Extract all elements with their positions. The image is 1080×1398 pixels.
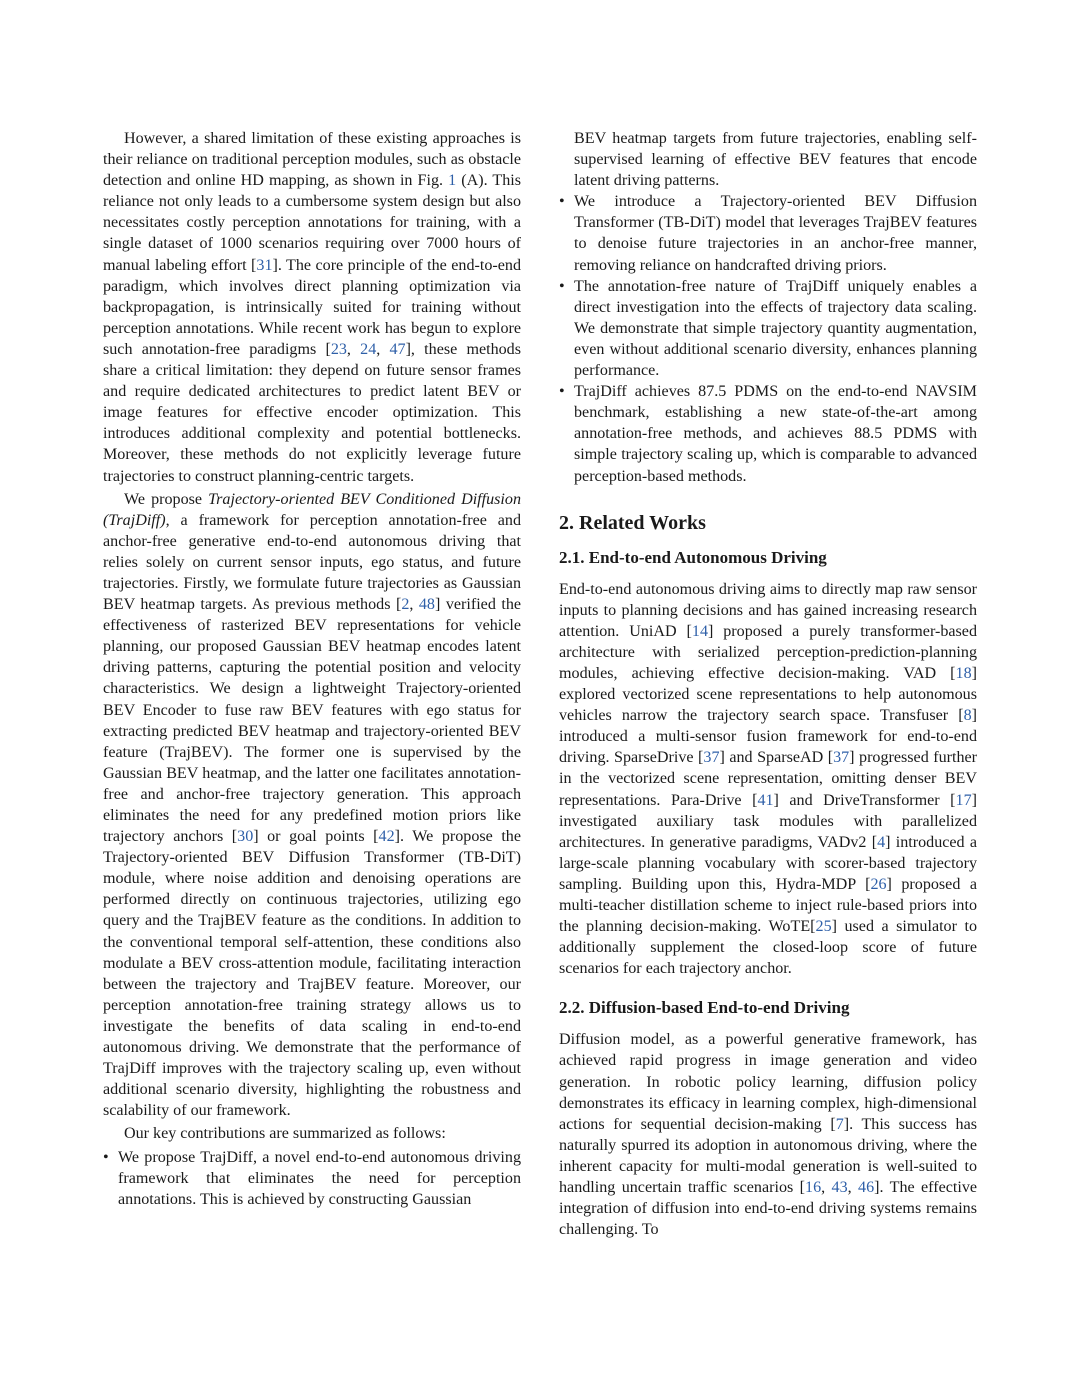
list-item (559, 276, 977, 381)
citation-link[interactable]: 18 (955, 664, 972, 682)
bullet-icon: • (559, 383, 565, 401)
bullet-text: We introduce a Trajectory-oriented BEV Diffusion Transformer (TB-DiT) model that leverages TrajBEV features to denoise future trajectories in an anchor-free manner, removing reliance on handcrafted driving priors. (574, 193, 977, 274)
bullet-icon: • (103, 1148, 109, 1166)
citation-link[interactable]: 4 (877, 833, 886, 851)
citation-link[interactable]: 37 (703, 749, 720, 767)
text-run: Diffusion model, as a powerful generative framework, has achieved rapid progress in image generation and video generation. In robotic policy learning, diffusion policy demonstrates its efficacy in learning complex, high-dimensional actions for sequential decision-making [ (559, 1031, 977, 1133)
list-item (559, 128, 977, 191)
bullet-icon: • (559, 277, 565, 295)
paragraph-e2e-driving (559, 579, 977, 980)
list-item (103, 1147, 521, 1210)
text-run: ] verified the effectiveness of rasterized BEV representations for vehicle planning, our proposed Gaussian BEV heatmap encodes latent driving patterns, capturing the potential position and velocity characteristics. We design a lightweight Trajectory-oriented BEV Encoder to fuse raw BEV features with ego status for extracting predicted BEV heatmap and trajectory-oriented BEV feature (TrajBEV). The former one is supervised by the Gaussian BEV heatmap, and the latter one facilitates annotation-free and anchor-free trajectory generation. This approach eliminates the need for any predefined motion priors like trajectory anchors [ (103, 596, 522, 846)
citation-link[interactable]: 43 (831, 1179, 848, 1197)
paragraph-contributions-intro: Our key contributions are summarized as follows: (124, 1125, 446, 1143)
text-run: ] proposed a multi-teacher distillation scheme to inject rule-based priors into the planning decision-making. WoTE[ (559, 875, 977, 936)
text-run: ] and SparseAD [ (719, 749, 834, 767)
citation-link[interactable]: 1 (448, 172, 457, 190)
citation-link[interactable]: 26 (870, 875, 887, 893)
citation-link[interactable]: 7 (835, 1115, 844, 1133)
text-run: ] introduced a multi-sensor fusion framework for end-to-end driving. SparseDrive [ (559, 707, 977, 767)
text-run: (A). This reliance not only leads to a cumbersome system design but also necessitates costly perception annotations for training, with a single dataset of 1000 scenarios requiring over 7000 hours of manual labeling effort [ (103, 172, 521, 274)
text-run: End-to-end autonomous driving aims to directly map raw sensor inputs to planning decisions and has gained increasing research attention. UniAD [ (559, 580, 977, 640)
section-heading-related-works: 2. Related Works (559, 511, 706, 534)
citation-link[interactable]: 17 (955, 791, 972, 809)
text-run: ] progressed further in the vectorized scene representation, omitting denser BEV representations. Para-Drive [ (559, 749, 978, 809)
left-column (103, 128, 521, 1210)
text-run: ] introduced a large-scale planning vocabulary with scorer-based trajectory sampling. Building upon this, Hydra-MDP [ (559, 833, 977, 893)
text-run: , (409, 596, 419, 614)
bullet-icon: • (559, 193, 565, 211)
text-run: We propose (124, 490, 209, 508)
citation-link[interactable]: 48 (418, 596, 435, 614)
subsection-heading-diffusion: 2.2. Diffusion-based End-to-end Driving (559, 998, 850, 1018)
citation-link[interactable]: 42 (378, 828, 395, 846)
text-run: ] used a simulator to additionally supplement the closed-loop score of future scenarios for each trajectory anchor. (559, 918, 977, 978)
text-run: ] proposed a purely transformer-based architecture with serialized perception-prediction-planning modules, achieving effective decision-making. VAD [ (559, 622, 977, 682)
bullet-text: We propose TrajDiff, a novel end-to-end autonomous driving framework that eliminates the need for perception annotations. This is achieved by constructing Gaussian (118, 1148, 521, 1208)
citation-link[interactable]: 46 (858, 1179, 875, 1197)
paragraph-limitations (103, 128, 521, 487)
text-run: ] investigated auxiliary task modules with parallelized architectures. In generative paradigms, VADv2 [ (559, 791, 977, 851)
text-run: , (376, 340, 390, 358)
citation-link[interactable]: 37 (833, 749, 850, 767)
text-run: ]. The effective integration of diffusion into end-to-end driving systems remains challenging. To (559, 1179, 978, 1239)
text-run: , (847, 1179, 859, 1197)
citation-link[interactable]: 16 (805, 1179, 822, 1197)
text-run: ], these methods share a critical limitation: they depend on future sensor frames and require dedicated architectures to predict latent BEV or image features for effective encoder optimization. This introduces additional complexity and potential bottlenecks. Moreover, these methods do not explicitly leverage future trajectories to construct planning-centric targets. (103, 340, 521, 485)
citation-link[interactable]: 2 (401, 596, 410, 614)
right-column (559, 128, 977, 1240)
bullet-text: TrajDiff achieves 87.5 PDMS on the end-to-end NAVSIM benchmark, establishing a new state-of-the-art among annotation-free methods, and achieves 88.5 PDMS with simple trajectory scaling up, which is comparable to advanced perception-based methods. (574, 383, 977, 485)
paragraph-proposal (103, 489, 521, 1122)
citation-link[interactable]: 23 (330, 340, 347, 358)
citation-link[interactable]: 47 (389, 340, 406, 358)
emphasized-text: Trajectory-oriented BEV Conditioned Diffusion (TrajDiff) (103, 490, 521, 529)
text-run: ] and DriveTransformer [ (773, 791, 956, 809)
citation-link[interactable]: 8 (963, 707, 972, 725)
citation-link[interactable]: 14 (691, 622, 708, 640)
bullet-text: BEV heatmap targets from future trajectories, enabling self-supervised learning of effective BEV features that encode latent driving patterns. (574, 130, 977, 190)
text-run: ]. This success has naturally spurred its adoption in autonomous driving, where the inherent capacity for multi-modal generation is well-suited to handling uncertain traffic scenarios [ (559, 1115, 977, 1197)
citation-link[interactable]: 24 (360, 340, 377, 358)
citation-link[interactable]: 31 (256, 256, 273, 274)
text-run: ] explored vectorized scene representations to help autonomous vehicles narrow the trajectory search space. Transfuser [ (559, 664, 977, 725)
paragraph-diffusion (559, 1029, 977, 1240)
text-run: ]. The core principle of the end-to-end paradigm, which involves direct planning optimization via backpropagation, is intrinsically suited for training without perception annotations. While recent work has begun to explore such annotation-free paradigms [ (103, 256, 521, 358)
text-run: , a framework for perception annotation-free and anchor-free generative end-to-end autonomous driving that relies solely on current sensor inputs, ego status, and future trajectories. Firstly, we formulate future trajectories as Gaussian BEV heatmap targets. As previous methods [ (103, 511, 521, 614)
text-run: ] or goal points [ (253, 828, 379, 846)
text-run: , (346, 340, 361, 358)
contributions-list (103, 1147, 521, 1210)
citation-link[interactable]: 25 (815, 918, 832, 936)
text-run: ]. We propose the Trajectory-oriented BEV Diffusion Transformer (TB-DiT) module, where noise addition and denoising operations are performed directly on continuous trajectories, utilizing ego query and the TrajBEV feature as the conditions. In addition to the conventional temporal self-attention, these conditions also modulate a BEV cross-attention module, facilitating interaction between the trajectory and TrajBEV feature. Moreover, our perception annotation-free training strategy allows us to investigate the benefits of data scaling in end-to-end autonomous driving. We demonstrate that the performance of TrajDiff improves with the trajectory scaling up, even without additional scenario diversity, highlighting the robustness and scalability of our framework. (103, 828, 521, 1120)
subsection-heading-e2e-driving: 2.1. End-to-end Autonomous Driving (559, 547, 827, 567)
citation-link[interactable]: 30 (237, 828, 254, 846)
list-item (559, 191, 977, 275)
citation-link[interactable]: 41 (757, 791, 774, 809)
contributions-list-continued (559, 128, 977, 487)
bullet-text: The annotation-free nature of TrajDiff uniquely enables a direct investigation into the effects of trajectory data scaling. We demonstrate that simple trajectory quantity augmentation, even without additional scenario diversity, enhances planning performance. (574, 277, 977, 380)
list-item (559, 381, 977, 486)
text-run: However, a shared limitation of these existing approaches is their reliance on traditional perception modules, such as obstacle detection and online HD mapping, as shown in Fig. (103, 130, 521, 190)
text-run: , (821, 1179, 832, 1197)
